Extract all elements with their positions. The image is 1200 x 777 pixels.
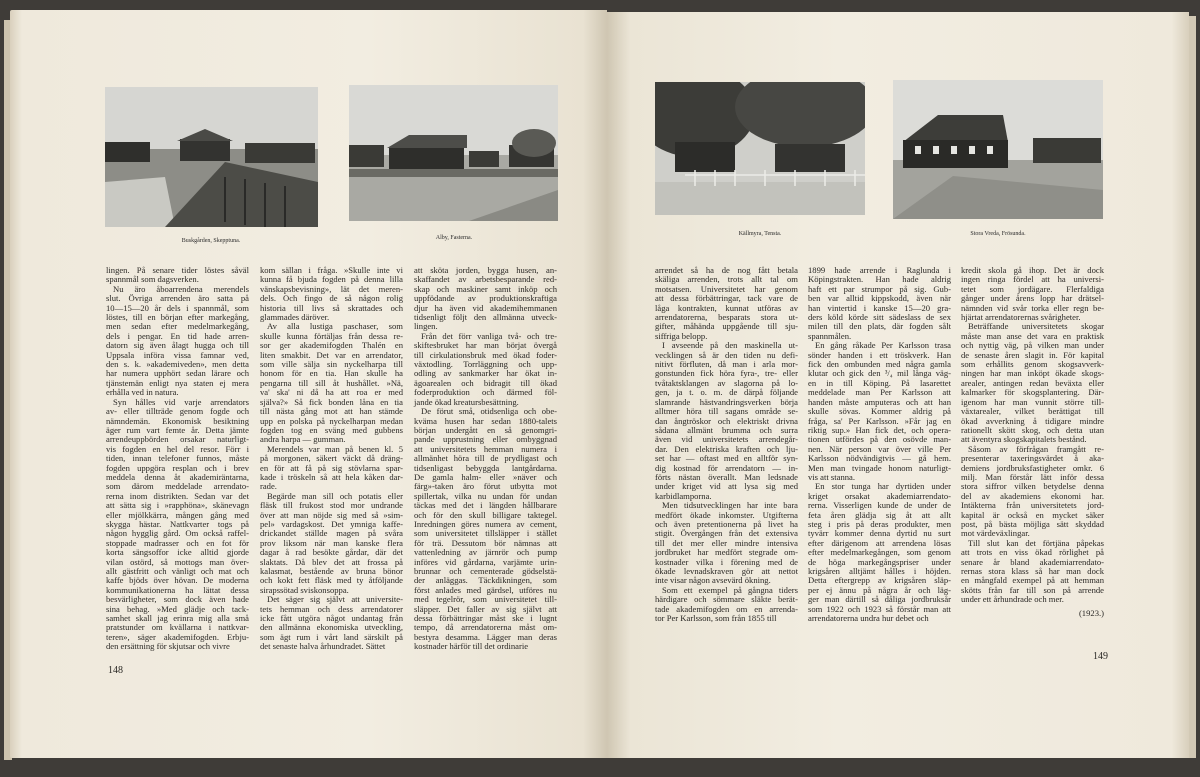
text-line: fogden tog en sväng med gubbens	[260, 424, 403, 435]
text-line: fogden uppgöra resplan och i brev	[106, 462, 249, 473]
text-line: drickandet ställde magen på svåra	[260, 528, 403, 539]
text-line: förts nästan överallt. Man ledsnade	[655, 471, 798, 482]
text-line: ökade levnadskraven gör att nettot	[655, 566, 798, 576]
text-line: ningen har man inköpt ökade skogs-	[961, 368, 1104, 379]
text-line: att äventyra skogskapitalets bestånd.	[961, 434, 1087, 445]
text-line: Begärde man sill och potatis eller	[267, 490, 403, 501]
text-line: honom för en tia. Han skulle ha	[260, 368, 403, 379]
text-line: teren», säger akademifogden. Erbju-	[106, 631, 249, 642]
text-line: den ersättning för skjutsar och vivre	[106, 641, 230, 652]
text-line: alltmer höra till sagans område se-	[655, 406, 798, 417]
text-line: kriget orsakat akademiarrendato-	[808, 490, 951, 501]
text-line: arrendet så ha de nog fått betala	[655, 265, 798, 275]
text-line: djur ha även vid akademihemmanen	[414, 302, 557, 313]
text-line: Men tidsutvecklingen har inte bara	[662, 500, 798, 511]
text-line: fråga, sa' Per Karlsson. »Får jag en	[808, 415, 951, 426]
text-line: icke fått utgöra något undantag från	[260, 613, 403, 624]
text-line: bestyra desamma. Lägger man deras	[414, 631, 557, 642]
text-line: tjänstemän enligt nya staten ej mera	[106, 377, 249, 388]
text-line: stora siffror vilken betydelse denna	[961, 481, 1104, 492]
text-line: någon hygglig gård. Om också raffel-	[106, 528, 249, 539]
text-line: sirapssötad sviskonsoppa.	[260, 584, 349, 595]
text-line: härdigare och sömmare släkte berät-	[655, 594, 798, 605]
text-line: allt gästfritt och vänligt och mat och	[106, 566, 249, 576]
photo-kallmyra	[655, 82, 865, 215]
text-line: skötts från far till son på arrende	[961, 584, 1104, 595]
page-number-right: 149	[1093, 651, 1108, 662]
text-line: del av akademiens ekonomi har.	[961, 490, 1104, 501]
text-line: kredit skola gå ihop. Det är dock	[961, 265, 1104, 275]
text-line: Merendels var man på benen kl. 5	[267, 443, 403, 454]
text-line: rerna inom distrikten. Sedan var det	[106, 490, 249, 501]
text-line: riktig sup.» Han fick det, och opera-	[808, 424, 951, 435]
text-line: sådana allmänt brumma och surra	[655, 424, 798, 435]
text-line: 10—15—20 år dels i spannmål, som	[106, 302, 249, 313]
text-line: släpper. Det faller av sig självt att	[414, 603, 557, 614]
text-line: med tegelrör, som universitetet till-	[414, 594, 557, 605]
text-line: uppfödande av produktionskraftiga	[414, 293, 557, 304]
text-line: jordbruket har medfört stegrade om-	[655, 547, 798, 558]
text-line: Från det förr vanliga två- och tre-	[421, 330, 557, 341]
text-line: skygga hästar. Nattkvarter togs på	[106, 518, 249, 529]
text-line: Inredningen göres numera av cement,	[414, 518, 557, 529]
text-line: skulle sövas. Kommer aldrig på	[808, 406, 951, 417]
text-line: upp en polska på nyckelharpan medan	[260, 415, 403, 426]
text-line: Köpingstrakten. Han hade aldrig	[808, 274, 951, 285]
text-line: Detta eftergrepp av krigsåren släp-	[808, 575, 951, 586]
text-line: de senaste åren slagit in. För kapital	[961, 349, 1104, 360]
text-line: införes vid gårdarna, varjämte urin-	[414, 556, 557, 567]
text-column	[106, 266, 249, 652]
text-line: gånger under årens lopp har drätsel-	[961, 293, 1104, 304]
text-line: medfört ökade inkomster. Utgifterna	[655, 509, 798, 520]
text-line: lingen.	[414, 321, 438, 332]
text-line: liten smakbit. Det var en arrendator,	[260, 349, 403, 360]
text-line: under kriget vid att lysa sig med	[655, 481, 798, 492]
text-line: fick den ombunden med några gamla	[808, 359, 951, 370]
text-line: att sköta jorden, bygga husen, an-	[414, 265, 557, 275]
text-line: till nästa gång mot att han stämde	[260, 406, 403, 417]
text-line: tade akademifogden om en arrenda-	[655, 603, 798, 614]
text-line: tor Per Karlsson, som från 1855 till	[655, 613, 777, 624]
text-line: dig kostnad för arrendatorn — in-	[655, 462, 798, 473]
text-line: nämnden vid svår torka eller regn be-	[961, 302, 1104, 313]
text-line: rernas stora klass så har man dock	[961, 566, 1104, 576]
text-line: kostnader vilka i förening med de	[655, 556, 798, 567]
text-line: gonstunden fick höra fyra-, tre- eller	[655, 368, 798, 379]
text-line: har numera upphört sedan lärare och	[106, 368, 249, 379]
text-line: siffriga belopp.	[655, 330, 708, 341]
text-line: han vintertid i kanske 15—20 gra-	[808, 302, 951, 313]
photo-caption: Stora Vreda, Frösunda.	[970, 231, 1026, 237]
text-line: slamrande hästvandringsverken börja	[655, 396, 798, 407]
text-line: kom sällan i fråga. »Skulle inte vi	[260, 265, 403, 275]
text-line: handen måste amputeras och att han	[808, 396, 951, 407]
text-line: som därom meddelade arrendato-	[106, 481, 249, 492]
text-line: ägoarealen och bidragit till ökad	[414, 377, 557, 388]
photo-alby	[349, 85, 558, 221]
text-line: Men man tvingade honom naturligt-	[808, 462, 951, 473]
text-line: presenterar taxeringsvärdet å aka-	[961, 453, 1104, 464]
text-line: meddela denna åt akademiräntarna,	[106, 471, 249, 482]
text-line: nämndemän. Ekonomisk besiktning	[106, 415, 249, 426]
text-line: arrendatorerna undra hur debet och	[808, 613, 929, 624]
text-line: kostnader härför till det ordinarie	[414, 641, 529, 652]
text-line: kommunikationerna ha lättat dessa	[106, 584, 249, 595]
text-line: att dessa förbättringar, tack vare de	[655, 293, 798, 304]
text-line: att trots en viss ökad rörlighet på	[961, 547, 1104, 558]
page-number-left: 148	[108, 665, 123, 676]
text-line: det senaste halva århundradet. Sättet	[260, 641, 386, 652]
photo-caption: Alby, Fasterna.	[435, 235, 473, 241]
text-line: stoppade madrasser och en fot för	[106, 537, 249, 548]
text-line: brunnar och cementerade gödselstä-	[414, 566, 557, 576]
text-line: Till slut kan det förtjäna påpekas	[968, 537, 1104, 548]
text-line: kalmarker för skogsplantering. Där-	[961, 387, 1104, 398]
text-line: En stor tunga har dyrtiden under	[815, 481, 951, 492]
text-line: der anläggas. Täckdikningen, som	[414, 575, 557, 586]
text-line: att universitetets hemman numera i	[414, 443, 557, 454]
text-line: växtodling. Torrläggning och upp-	[414, 359, 557, 370]
text-line: arrendatorerna, besparats stora ut-	[655, 312, 798, 323]
text-line: ger man därtill så dåliga jordbruksår	[808, 594, 951, 605]
text-line: själva?» Så fick bonden låna en tia	[260, 396, 403, 407]
text-line: som erhållits genom skogsavverk-	[961, 359, 1104, 370]
photo-caption: Källmyra, Tensta.	[738, 231, 782, 237]
text-line: I avseende på den maskinella ut-	[662, 340, 798, 351]
text-line: den allmänna ekonomiska utveckling,	[260, 622, 403, 633]
text-line: post, på bästa möjliga sätt skyddad	[961, 518, 1104, 529]
text-column	[260, 266, 403, 652]
text-line: låga kontrakten, kunnat utföras av	[655, 302, 798, 313]
text-line: skap och maskiner samt inköp och	[414, 283, 557, 294]
text-line: nitivt förfluten, då man i arla mor-	[655, 359, 798, 370]
text-line: vis fogden en hel del resor. Förr i	[106, 443, 249, 454]
text-line: foderproduktion och därmed föl-	[414, 387, 557, 398]
page-stack-edge-right	[1188, 16, 1196, 758]
text-line: tidsenligast bebyggda lantgårdarna.	[414, 462, 557, 473]
text-line: som 1922 och 1923 så förstår man att	[808, 603, 951, 614]
text-line: set har — oftast med en alltför syn-	[655, 453, 798, 464]
text-line: de höga markegångspriser under	[808, 556, 951, 567]
text-line: datorn sig även ålagt hugga och till	[106, 340, 249, 351]
text-line: Det säger sig självt att universite-	[267, 594, 403, 605]
text-line: De gamla halm- eller »näver och	[414, 471, 557, 482]
text-line: att sätta sig i »rapphöna», skänevagn	[106, 500, 249, 511]
text-line: milen till den plats, där fogden sålt	[808, 321, 951, 332]
text-line: täckas med det i längden hållbarare	[414, 500, 557, 511]
text-line: skulle kunna förtäljas från dessa re-	[260, 330, 403, 341]
text-line: motsatsen. Universitetet har genom	[655, 283, 798, 294]
text-line: De förut små, otidsenliga och obe-	[421, 406, 557, 417]
text-line: haft ett par strumpor på sig. Gub-	[808, 283, 951, 294]
text-line: och för den skull billigare taktegel.	[414, 509, 557, 520]
text-line: Karlsson nödvändigtvis — gå hem.	[808, 453, 951, 464]
text-line: kunna få bjuda fogden på denna lilla	[260, 274, 403, 285]
text-line: slut. Övriga arrenden äro satta på	[106, 293, 249, 304]
text-line: spannmål som dagsverken.	[106, 274, 199, 285]
text-line: först anlades med gärdsel, utföres nu	[414, 584, 557, 595]
text-line: dagar å rad besökte gårdar, där det	[260, 547, 403, 558]
text-line: milj. Man förstår lätt inför dessa	[961, 471, 1104, 482]
text-line: ben var alltid kippskodd, även när	[808, 293, 951, 304]
text-line: dessa förbättringar måst ske i lugnt	[414, 613, 557, 624]
text-line: vänskapsbevisning», lät det meren-	[260, 283, 403, 294]
text-line: sor ger akademifogden Thalén en	[260, 340, 403, 351]
text-line: krigsåren alltjämt hålles i höjden.	[808, 566, 951, 576]
text-line: va' ska' ni då ha att roa er med	[260, 387, 403, 398]
text-line: senare år bland akademiarrendato-	[961, 556, 1104, 567]
text-line: korta sängsoffor icke alltid gjorde	[106, 547, 249, 558]
text-line: historia till livs så skrattades och	[260, 302, 403, 313]
text-line: samhet skall jag erinra mig alla små	[106, 613, 249, 624]
text-line: hjärtat arrendatorernas svårigheter.	[961, 312, 1081, 323]
text-column	[961, 266, 1104, 618]
text-line: vattenledning av järnrör och pump	[414, 547, 557, 558]
text-line: vecklingen så är den tiden nu defi-	[655, 349, 798, 360]
text-line: efter därigenom att arrendena lösas	[808, 537, 951, 548]
text-line: Som ett exempel på gångna tiders	[662, 584, 798, 595]
text-line: dels i pengar. En tid hade arren-	[106, 330, 249, 341]
photo-buskgarden	[105, 87, 318, 227]
text-line: Intäkterna från universitetets jord-	[961, 500, 1104, 511]
text-line: igenom har man vunnit större till-	[961, 396, 1104, 407]
text-line: pengarna till sill åt hushållet. »Nä,	[260, 377, 403, 388]
text-line: kväma husen har sedan 1880-talets	[414, 415, 557, 426]
text-line: feta åren glädja sig åt att allt	[808, 509, 951, 520]
text-line: En gång råkade Per Karlsson trasa	[815, 340, 951, 351]
text-line: skäliga arrenden, trots allt tal om	[655, 274, 798, 285]
text-line: rerna. Visserligen kunde de under de	[808, 500, 951, 511]
year-note: (1923.)	[1078, 607, 1104, 618]
text-line: arealer, antingen redan beväxta eller	[961, 377, 1104, 388]
text-line: för trä. Dessutom bör nämnas att	[414, 537, 557, 548]
text-line: gifter, måhända uppgående till sju-	[655, 321, 798, 332]
text-line: början undergått en så genomgri-	[414, 424, 557, 435]
text-line: dan ångtröskor och elektriskt drivna	[655, 415, 798, 426]
text-line: tiden, innan telefoner funnos, måste	[106, 453, 249, 464]
text-line: kalasmat, bestående av bruna bönor	[260, 566, 403, 576]
text-line: som universitetet tillsläpper i stället	[414, 528, 557, 539]
text-line: prov liksom när man kanske flera	[260, 537, 403, 548]
text-line: som ägt rum i vårt land särskilt på	[260, 631, 403, 642]
text-line: Av alla lustiga paschaser, som	[267, 321, 403, 332]
text-line: spillertak, vilka nu undan för undan	[414, 490, 557, 501]
text-line: sönder handen i ett tröskverk. Han	[808, 349, 951, 360]
text-line: till det mer eller mindre intensiva	[655, 537, 798, 548]
text-line: måste man anse det vara en praktisk	[961, 330, 1104, 341]
text-line: ders köld körde sitt sädeslass de sex	[808, 312, 951, 323]
text-line: inte visar någon avsevärd ökning.	[655, 575, 771, 586]
text-line: under ett århundrade och mer.	[961, 594, 1064, 605]
text-line: växtarealer, vilket berättigat till	[961, 406, 1104, 417]
text-line: som ville sälja sin nyckelharpa till	[260, 359, 403, 370]
text-line: steg i pris på deras produkter, men	[808, 518, 951, 529]
text-line: en mångfald exempel på att hemman	[961, 575, 1104, 586]
text-line: tvåtaktsklangen av slagorna på lo-	[655, 377, 798, 388]
text-line: kaffe bjöds över hövan. De moderna	[106, 575, 249, 586]
text-line: dar. Den elektriska kraften och lju-	[655, 443, 798, 454]
text-line: lingen. På senare tider löstes såväl	[106, 265, 249, 275]
text-line: till cirkulationsbruk med ökad foder-	[414, 349, 557, 360]
text-line: spannmålen.	[808, 330, 852, 341]
text-line: men sedan efter medelmarkegång,	[106, 321, 249, 332]
text-line: 1899 hade arrende i Raglunda i	[808, 265, 951, 275]
photo-stora-vreda	[893, 80, 1103, 219]
text-line: vilan ostörd, så mottogs man över-	[106, 556, 249, 567]
text-line: färg»-taken äro förut utbytta mot	[414, 481, 557, 492]
text-line: efter medelmarkegången, som genom	[808, 547, 951, 558]
photo-caption: Buskgården, Skepptuna.	[181, 238, 241, 244]
text-line: klutar och gick den ³/₄ mil långa väg-	[808, 368, 951, 379]
text-line: karbidlamporna.	[655, 490, 712, 501]
text-line: tidsenligt följt den allmänna utveck-	[414, 312, 557, 323]
text-line: rationellt skött skog, och detta utan	[961, 424, 1104, 435]
text-line: kade i tröskeln så att hela kåken dar-	[260, 471, 403, 482]
text-line: och nyttig väg, på vilken man under	[961, 340, 1104, 351]
text-line: odling av sankmarker har ökat in-	[414, 368, 557, 379]
text-line: på morgonen, säkert väckt då dräng-	[260, 453, 403, 464]
text-line: ingen ringa fördel att ha universi-	[961, 274, 1104, 285]
text-column	[414, 266, 557, 652]
text-line: en för att få på sig stövlarna spar-	[260, 462, 403, 473]
text-line: andra harpa — gumman.	[260, 434, 346, 445]
text-line: stigit. Övergången från det extensiva	[655, 528, 798, 539]
text-line: tionen utfördes på den osövde man-	[808, 434, 951, 445]
text-line: skiftesbruket har man börjat övergå	[414, 340, 557, 351]
text-line: fläsk till frukost stod mor undrande	[260, 500, 403, 511]
text-line: ökad avverkning å tidigare mindre	[961, 415, 1104, 426]
text-column	[808, 266, 951, 623]
text-column	[655, 266, 798, 623]
text-line: över att man nöjde sig med så »sim-	[260, 509, 403, 520]
text-line: kapital är också en mycket säker	[961, 509, 1104, 520]
text-line: Syn hålles vid varje arrendators	[113, 396, 249, 407]
text-line: meddelade man Per Karlsson att	[808, 387, 951, 398]
text-line: gen, ja t. o. m. de därpå följande	[655, 387, 798, 398]
text-line: av- eller tillträde genom fogde och	[106, 406, 249, 417]
text-line: en in till Köping. På lasarettet	[808, 377, 951, 388]
text-line: arrendeuppbörden orsakar naturligt-	[106, 434, 249, 445]
text-line: tets hemman och dess arrendatorer	[260, 603, 403, 614]
text-line: glammades däröver.	[260, 312, 330, 323]
text-line: eller mjölkkärra, mången gång med	[106, 509, 249, 520]
text-line: slaktats. Då blev det att frossa på	[260, 556, 403, 567]
text-line: mot värdeväxlingar.	[961, 528, 1030, 539]
text-line: dels. Och fingo de så någon rolig	[260, 293, 403, 304]
text-line: rade.	[260, 481, 277, 492]
text-line: nen. När person var över ville Per	[808, 443, 951, 454]
text-line: och även pretentionerna på livet ha	[655, 518, 798, 529]
text-line: pande upprustning eller ombyggnad	[414, 434, 557, 445]
text-line: per ej ännu på några år och läg-	[808, 584, 951, 595]
text-line: demiens jordbruksfastigheter omkr. 6	[961, 462, 1104, 473]
text-line: allmänhet höra till de prydligast och	[414, 453, 557, 464]
text-line: och kokt fett fläsk med ty åtföljande	[260, 575, 403, 586]
text-line: tyvärr kommer denna dyrtid nu surt	[808, 528, 951, 539]
text-line: Såsom av förfrågan framgått re-	[968, 443, 1104, 454]
text-line: sina behag. »Med glädje och tack-	[106, 603, 249, 614]
text-line: löstes, till en början efter markegång,	[106, 312, 249, 323]
text-line: Uppsala införa vissa famnar ved,	[106, 349, 249, 360]
text-line: skaffandet av arbetsbesparande red-	[414, 274, 557, 285]
text-line: Beträffande universitetets skogar	[968, 321, 1104, 332]
text-line: äger rum vart femte år. Detta jämte	[106, 424, 249, 435]
text-line: tempo, då arrendatorerna måst om-	[414, 622, 557, 633]
text-line: erhålla ved in natura.	[106, 387, 179, 398]
text-line: vis att stanna.	[808, 471, 856, 482]
text-line: Nu äro åboarrendena merendels	[113, 283, 249, 294]
text-line: tetet som jordägare. Flerfaldiga	[961, 283, 1104, 294]
text-line: jande ökad kreatursbesättning.	[414, 396, 519, 407]
text-line: även vid universitetets arrendegår-	[655, 434, 798, 445]
text-line: besvärligheter, som dock även hade	[106, 594, 249, 605]
text-line: pratstunder om kvällarna i nattkvar-	[106, 622, 249, 633]
text-line: pel» vardagskost. Det ymniga kaffe-	[260, 518, 403, 529]
text-line: den s. k. »akademiveden», men detta	[106, 359, 249, 370]
